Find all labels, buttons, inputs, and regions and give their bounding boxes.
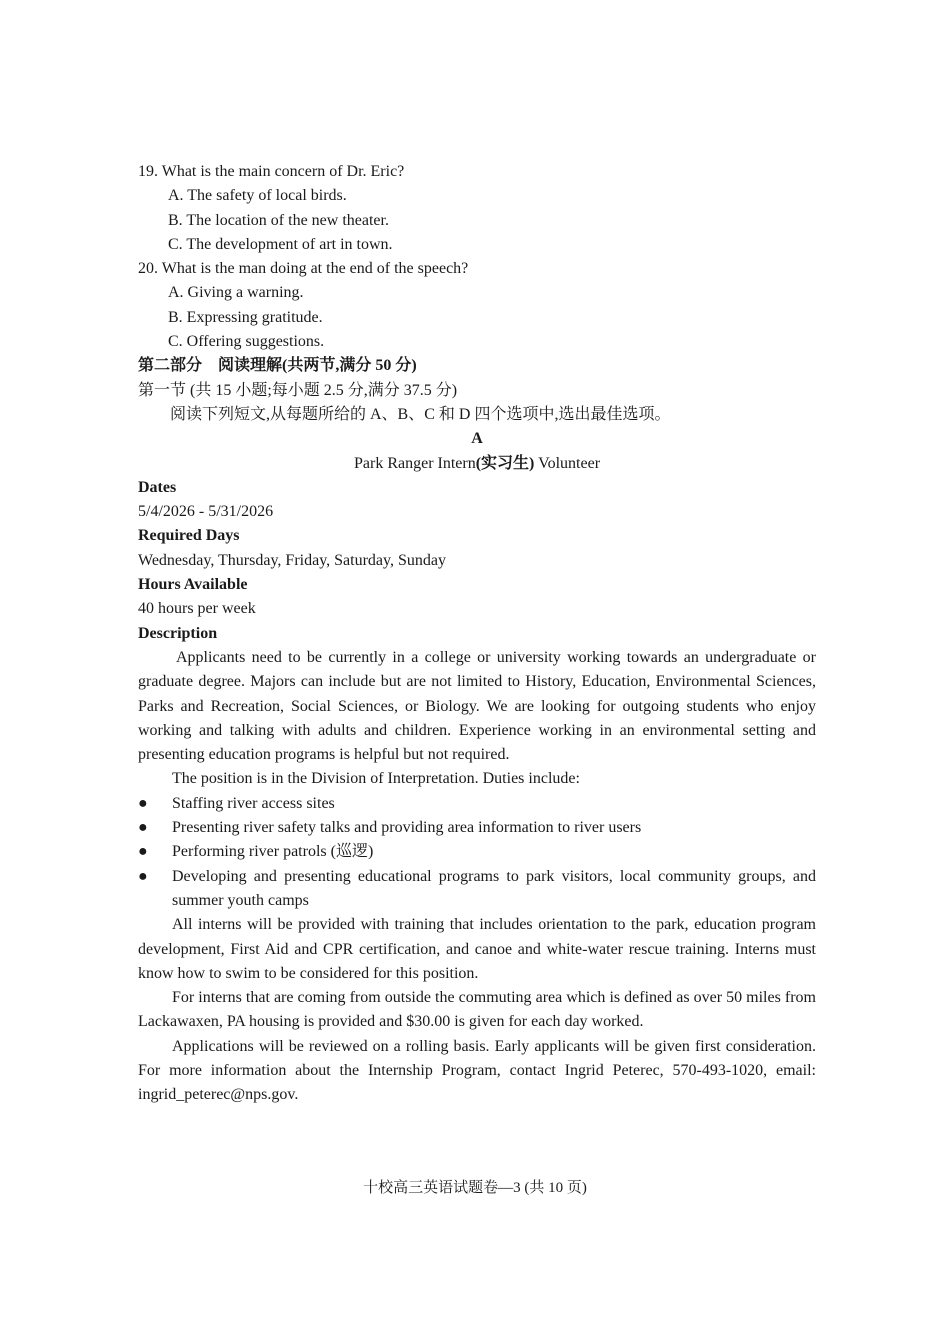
duty-text: Performing river patrols (巡逻)	[172, 843, 374, 861]
list-item	[138, 816, 816, 840]
bullet-icon: ●	[138, 794, 148, 812]
title-en: Park Ranger Intern	[353, 454, 476, 472]
duty-text: Developing and presenting educational programs to park visitors, local community groups, and summer youth camps	[172, 867, 816, 909]
description-paragraph-2: The position is in the Division of Interpretation. Duties include:	[172, 770, 580, 788]
reading-instruction: 阅读下列短文,从每题所给的 A、B、C 和 D 四个选项中,选出最佳选项。	[170, 405, 671, 423]
subsection-title: 第一节 (共 15 小题;每小题 2.5 分,满分 37.5 分)	[138, 381, 458, 399]
page-content	[138, 160, 816, 1108]
duty-text: Presenting river safety talks and providing area information to river users	[172, 819, 642, 837]
hours-label: Hours Available	[138, 576, 248, 594]
bullet-icon: ●	[138, 867, 148, 885]
passage-letter: A	[471, 430, 483, 448]
required-days-value: Wednesday, Thursday, Friday, Saturday, Sunday	[138, 551, 446, 569]
option-b: B. Expressing gratitude.	[168, 308, 323, 326]
title-end: Volunteer	[534, 454, 601, 472]
question-stem: 20. What is the man doing at the end of the speech?	[138, 260, 469, 278]
description-paragraph-4: For interns that are coming from outside the commuting area which is defined as over 50 miles from Lackawaxen, PA housing is provided and $30.00 is given for each day worked.	[138, 989, 816, 1031]
passage-title	[138, 452, 816, 476]
part-title: 第二部分 阅读理解(共两节,满分 50 分)	[138, 357, 417, 375]
option-c: C. Offering suggestions.	[168, 333, 325, 351]
question-20	[138, 257, 816, 354]
list-item	[138, 865, 816, 914]
dates-label: Dates	[138, 478, 177, 496]
option-b: B. The location of the new theater.	[168, 211, 389, 229]
bullet-icon: ●	[138, 819, 148, 837]
page-footer: 十校高三英语试题卷—3 (共 10 页)	[363, 1180, 587, 1196]
description-paragraph-1: Applicants need to be currently in a college or university working towards an undergraduate or graduate degree. Majors can include but are not limited to History, Education, Environmental Sciences, Parks and Recreation, Social Sciences, or Biology. We are looking for outgoing students who enjoy working and talking with adults and children. Experience working in an environmental setting and presenting education programs is helpful but not required.	[138, 648, 816, 764]
option-a: A. Giving a warning.	[168, 284, 304, 302]
description-paragraph-3: All interns will be provided with training that includes orientation to the park, education program development, First Aid and CPR certification, and canoe and white-water rescue training. Interns must know how to swim to be considered for this position.	[138, 916, 816, 982]
list-item	[138, 792, 816, 816]
title-cn: (实习生)	[475, 454, 535, 472]
required-days-label: Required Days	[138, 527, 240, 545]
question-19	[138, 160, 816, 257]
hours-value: 40 hours per week	[138, 600, 256, 618]
question-stem: 19. What is the main concern of Dr. Eric?	[138, 163, 405, 180]
dates-value: 5/4/2026 - 5/31/2026	[138, 503, 274, 521]
duty-text: Staffing river access sites	[172, 794, 335, 812]
list-item	[138, 840, 816, 864]
option-a: A. The safety of local birds.	[168, 187, 347, 205]
description-paragraph-5: Applications will be reviewed on a rolling basis. Early applicants will be given first consideration. For more information about the Internship Program, contact Ingrid Peterec, 570-493-1020, email: ingrid_peterec@nps.gov.	[138, 1037, 816, 1104]
duties-list	[138, 792, 816, 913]
option-c: C. The development of art in town.	[168, 235, 393, 253]
bullet-icon: ●	[138, 843, 148, 861]
description-label: Description	[138, 624, 218, 642]
